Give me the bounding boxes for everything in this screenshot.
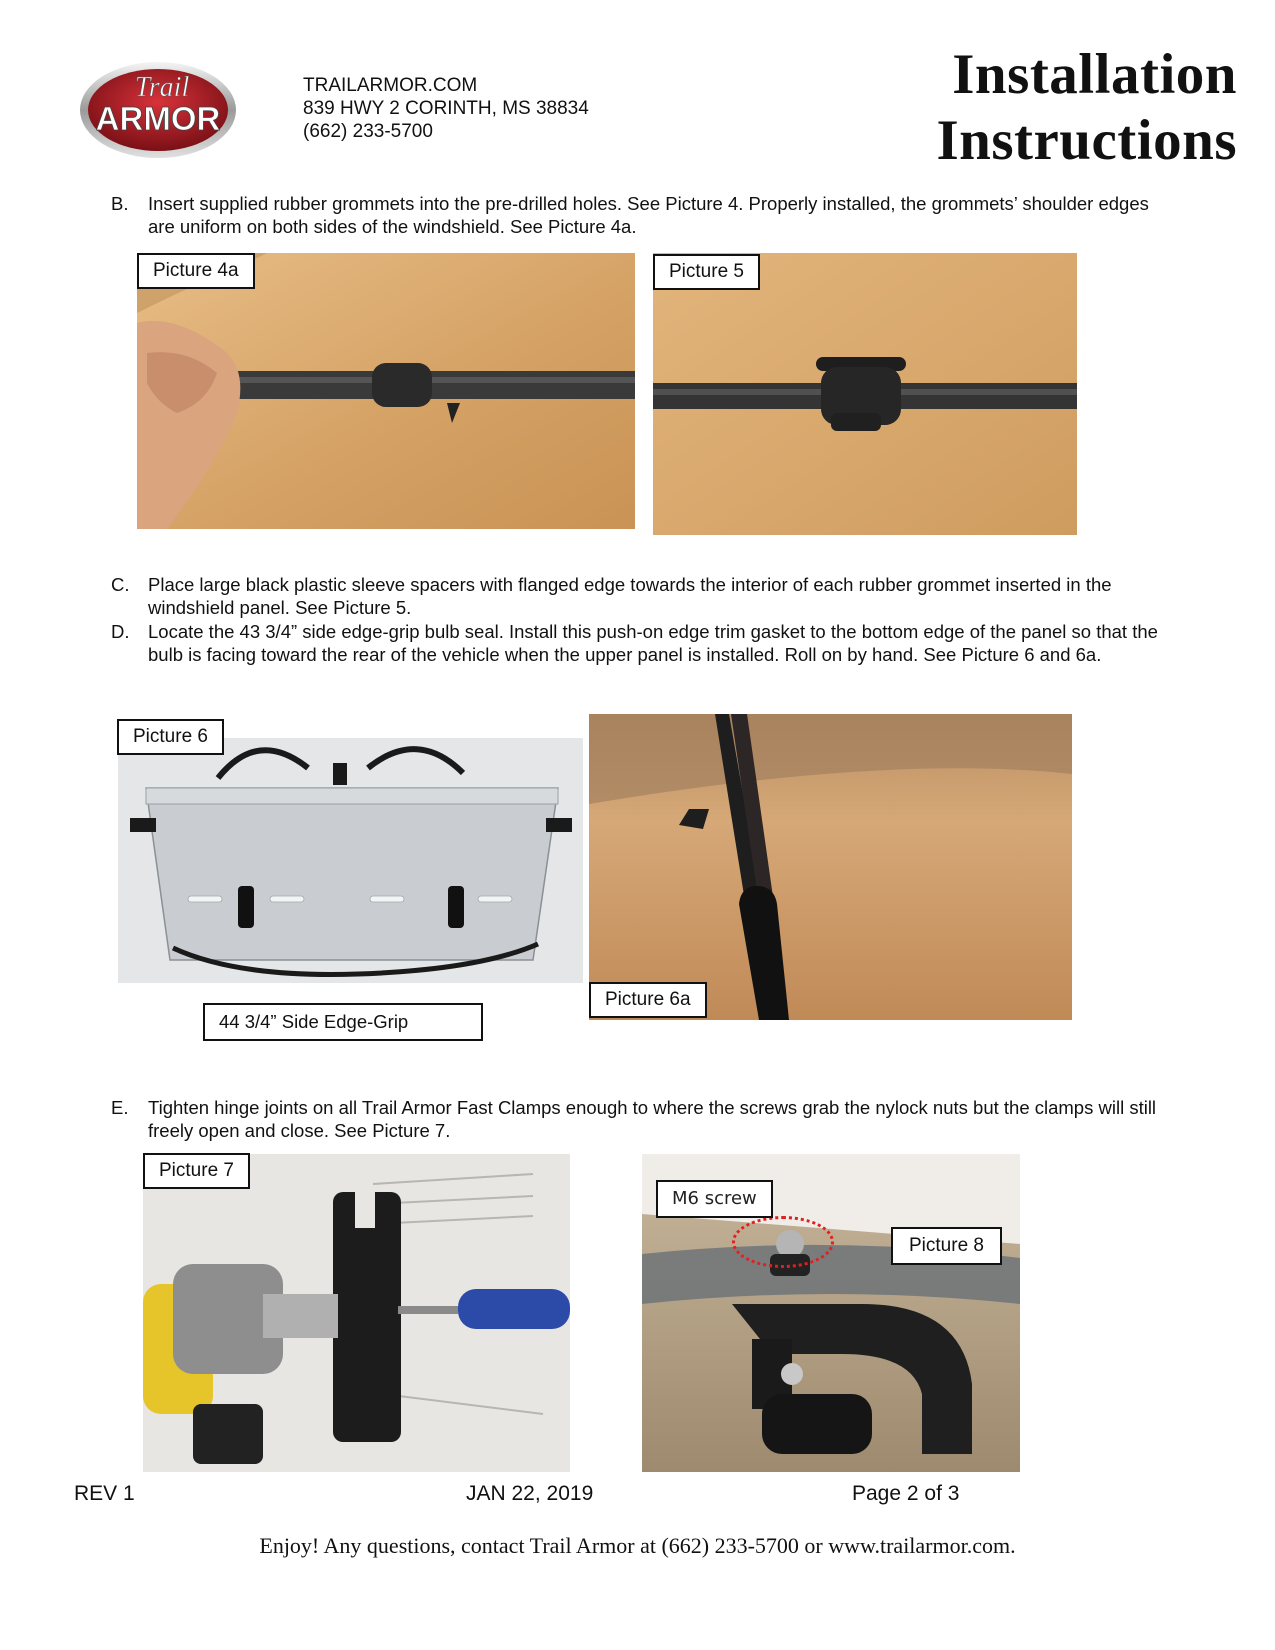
- picture-6-label: Picture 6: [117, 719, 224, 755]
- company-website: TRAILARMOR.COM: [303, 75, 478, 96]
- company-address: 839 HWY 2 CORINTH, MS 38834: [303, 98, 589, 119]
- photo-picture-7: [143, 1154, 570, 1472]
- picture-8-label: Picture 8: [891, 1227, 1002, 1265]
- m6-screw-label: M6 screw: [656, 1180, 773, 1218]
- svg-text:Trail: Trail: [134, 72, 190, 103]
- title-line-2: Instructions: [936, 109, 1237, 172]
- step-text: Tighten hinge joints on all Trail Armor Fast Clamps enough to where the screws grab the nylock nuts but the clamps will still freely open and close. See Picture 7.: [148, 1097, 1157, 1141]
- step-e: [111, 1096, 1171, 1144]
- step-text: Locate the 43 3/4” side edge-grip bulb seal. Install this push-on edge trim gasket to the bottom edge of the panel so that the bulb is facing toward the rear of the vehicle when the upper panel is installed. Roll on by hand. See Picture 6 and 6a.: [148, 621, 1158, 665]
- trail-armor-logo: [78, 58, 238, 162]
- contact-footer: Enjoy! Any questions, contact Trail Armor at (662) 233-5700 or www.trailarmor.com.: [259, 1533, 1016, 1558]
- page-number: Page 2 of 3: [852, 1482, 960, 1505]
- step-text: Insert supplied rubber grommets into the pre-drilled holes. See Picture 4. Properly installed, the grommets’ shoulder edges are uniform on both sides of the windshield. See Picture 4a.: [148, 193, 1149, 237]
- picture-5-label: Picture 5: [653, 254, 760, 290]
- photo-picture-6a: [589, 714, 1072, 1020]
- step-text: Place large black plastic sleeve spacers with flanged edge towards the interior of each rubber grommet inserted in the windshield panel. See Picture 5.: [148, 574, 1112, 618]
- picture-7-label: Picture 7: [143, 1153, 250, 1189]
- company-info: [303, 74, 589, 143]
- step-letter: D.: [111, 621, 130, 642]
- picture-4a-label: Picture 4a: [137, 253, 255, 289]
- company-phone: (662) 233-5700: [303, 121, 433, 142]
- step-c: [111, 573, 1181, 621]
- photo-picture-5: [653, 253, 1077, 535]
- title-line-1: Installation: [952, 43, 1237, 106]
- edge-grip-callout: 44 3/4” Side Edge-Grip: [203, 1003, 483, 1041]
- picture-6a-label: Picture 6a: [589, 982, 707, 1018]
- screw-highlight-circle: [732, 1216, 834, 1268]
- document-date: JAN 22, 2019: [466, 1482, 594, 1505]
- photo-picture-4a: [137, 253, 635, 529]
- step-d: [111, 620, 1181, 692]
- step-letter: E.: [111, 1097, 129, 1118]
- revision-label: REV 1: [74, 1482, 135, 1505]
- step-b: [111, 192, 1171, 240]
- step-letter: B.: [111, 193, 129, 214]
- page-title: [877, 42, 1237, 174]
- svg-text:ARMOR: ARMOR: [95, 100, 221, 137]
- photo-picture-6: [118, 738, 583, 983]
- step-letter: C.: [111, 574, 130, 595]
